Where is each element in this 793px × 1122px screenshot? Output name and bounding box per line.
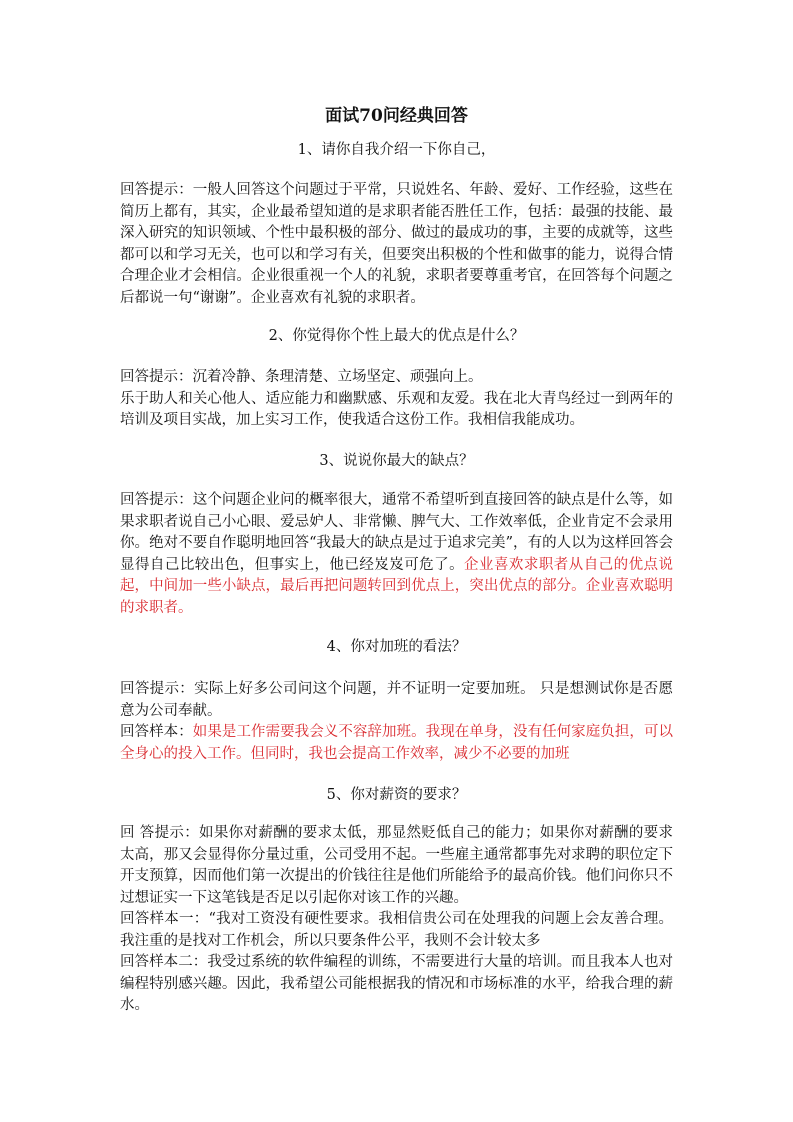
question-2: 2、你觉得你个性上最大的优点是什么？ [268, 328, 525, 344]
answer-4-sample-text: 如果是工作需要我会义不容辞加班。我现在单身，没有任何家庭负担，可以全身心的投入工作。但同时，我也会提高工作效率，减少不必要的加班 [120, 724, 674, 762]
page-title: 面试70问经典回答 [325, 106, 468, 126]
answer-4-sample-label: 回答样本： [120, 724, 193, 740]
answer-3-text [120, 490, 673, 619]
answer-3-highlight: 企业喜欢求职者从自己的优点说起，中间加一些小缺点，最后再把问题转回到优点上，突出优点的部分。企业喜欢聪明的求职者。 [120, 556, 674, 616]
answer-1-text: 回答提示：一般人回答这个问题过于平常，只说姓名、年龄、爱好、工作经验，这些在简历上都有，其实，企业最希望知道的是求职者能否胜任工作，包括：最强的技能、最深入研究的知识领域、个性中最积极的部分、做过的最成功的事，主要的成就等，这些都可以和学习无关，也可以和学习有关，但要突出积极的个性和做事的能力，说得合情合理企业才会相信。企业很重视一个人的礼貌，求职者要尊重考官，在回答每个问题之后都说一句“谢谢”。企业喜欢有礼貌的求职者。 [120, 182, 673, 306]
answer-2-line-1: 回答提示：沉着冷静、条理清楚、立场坚定、顽强向上。 [120, 369, 483, 385]
answer-3-hint: 回答提示：这个问题企业问的概率很大，通常不希望听到直接回答的缺点是什么等，如果求职者说自己小心眼、爱忌妒人、非常懒、脾气大、工作效率低，企业肯定不会录用你。绝对不要自作聪明地回答“我最大的缺点是过于追求完美”，有的人以为这样回答会显得自己比较出色，但事实上，他已经岌岌可危了。 [120, 492, 673, 573]
answer-1 [120, 180, 673, 309]
answer-5 [120, 823, 673, 1017]
answer-4 [120, 679, 673, 765]
answer-3 [120, 490, 673, 619]
answer-5-hint: 回 答提示：如果你对薪酬的要求太低，那显然贬低自己的能力；如果你对薪酬的要求太高，那又会显得你分量过重，公司受用不起。一些雇主通常都事先对求聘的职位定下开支预算，因而他们第一次提出的价钱往往是他们所能给予的最高价钱。他们问你只不过想证实一下这笔钱是否足以引起你对该工作的兴趣。 [120, 825, 673, 906]
answer-2-line-2: 乐于助人和关心他人、适应能力和幽默感、乐观和友爱。我在北大青鸟经过一到两年的培训及项目实战，加上实习工作，使我适合这份工作。我相信我能成功。 [120, 390, 673, 428]
question-4: 4、你对加班的看法？ [326, 639, 467, 655]
question-3: 3、说说你最大的缺点？ [319, 453, 474, 469]
answer-4-hint: 回答提示：实际上好多公司问这个问题，并不证明一定要加班。 只是想测试你是否愿意为公司奉献。 [120, 681, 673, 719]
question-5: 5、你对薪资的要求？ [326, 787, 467, 803]
answer-4-sample [120, 722, 673, 765]
answer-5-sample-2: 回答样本二：我受过系统的软件编程的训练，不需要进行大量的培训。而且我本人也对编程特别感兴趣。因此，我希望公司能根据我的情况和市场标准的水平，给我合理的薪水。 [120, 954, 673, 1013]
answer-5-sample-1: 回答样本一：“我对工资没有硬性要求。我相信贵公司在处理我的问题上会友善合理。我注重的是找对工作机会，所以只要条件公平，我则不会计较太多 [120, 911, 673, 949]
answer-2 [120, 367, 673, 432]
question-1: 1、请你自我介绍一下你自己， [297, 142, 496, 158]
